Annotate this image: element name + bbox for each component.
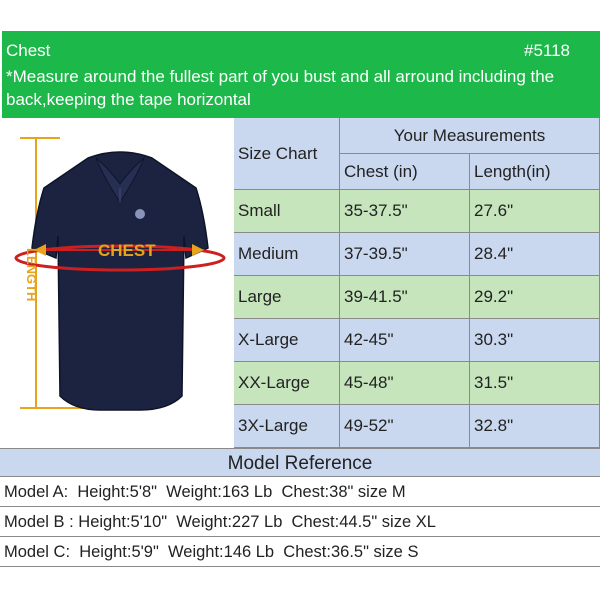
length-cell: 29.2" bbox=[470, 276, 600, 319]
size-cell: Small bbox=[234, 190, 340, 233]
length-cell: 32.8" bbox=[470, 405, 600, 448]
size-cell: 3X-Large bbox=[234, 405, 340, 448]
size-cell: Medium bbox=[234, 233, 340, 276]
length-cell: 27.6" bbox=[470, 190, 600, 233]
header-label: Chest bbox=[6, 41, 51, 60]
measure-instruction: *Measure around the fullest part of you bust and all arround including the back,keeping the tape horizontal bbox=[6, 67, 555, 109]
length-cell: 30.3" bbox=[470, 319, 600, 362]
size-chart-header: Size Chart bbox=[234, 118, 340, 190]
shirt-diagram-svg bbox=[0, 118, 234, 448]
chest-header-banner bbox=[2, 31, 600, 118]
chest-cell: 35-37.5" bbox=[340, 190, 470, 233]
shirt-measurement-diagram bbox=[0, 118, 234, 448]
length-cell: 31.5" bbox=[470, 362, 600, 405]
length-label: LENGTH bbox=[24, 248, 39, 302]
chest-column-header: Chest (in) bbox=[340, 154, 470, 190]
size-cell: XX-Large bbox=[234, 362, 340, 405]
model-reference-title: Model Reference bbox=[0, 448, 600, 477]
size-table bbox=[234, 118, 600, 448]
model-row: Model B : Height:5'10" Weight:227 Lb Chest:44.5" size XL bbox=[0, 507, 600, 537]
length-column-header: Length(in) bbox=[470, 154, 600, 190]
logo-icon bbox=[135, 209, 145, 219]
measurements-header: Your Measurements bbox=[340, 118, 600, 154]
model-row: Model C: Height:5'9" Weight:146 Lb Chest:36.5" size S bbox=[0, 537, 600, 567]
chest-cell: 45-48" bbox=[340, 362, 470, 405]
chest-cell: 42-45" bbox=[340, 319, 470, 362]
model-row: Model A: Height:5'8" Weight:163 Lb Chest:38" size M bbox=[0, 477, 600, 507]
chest-cell: 37-39.5" bbox=[340, 233, 470, 276]
product-code: #5118 bbox=[523, 41, 570, 60]
size-cell: Large bbox=[234, 276, 340, 319]
size-cell: X-Large bbox=[234, 319, 340, 362]
chest-label: CHEST bbox=[98, 241, 156, 260]
length-cell: 28.4" bbox=[470, 233, 600, 276]
chest-cell: 39-41.5" bbox=[340, 276, 470, 319]
chest-cell: 49-52" bbox=[340, 405, 470, 448]
